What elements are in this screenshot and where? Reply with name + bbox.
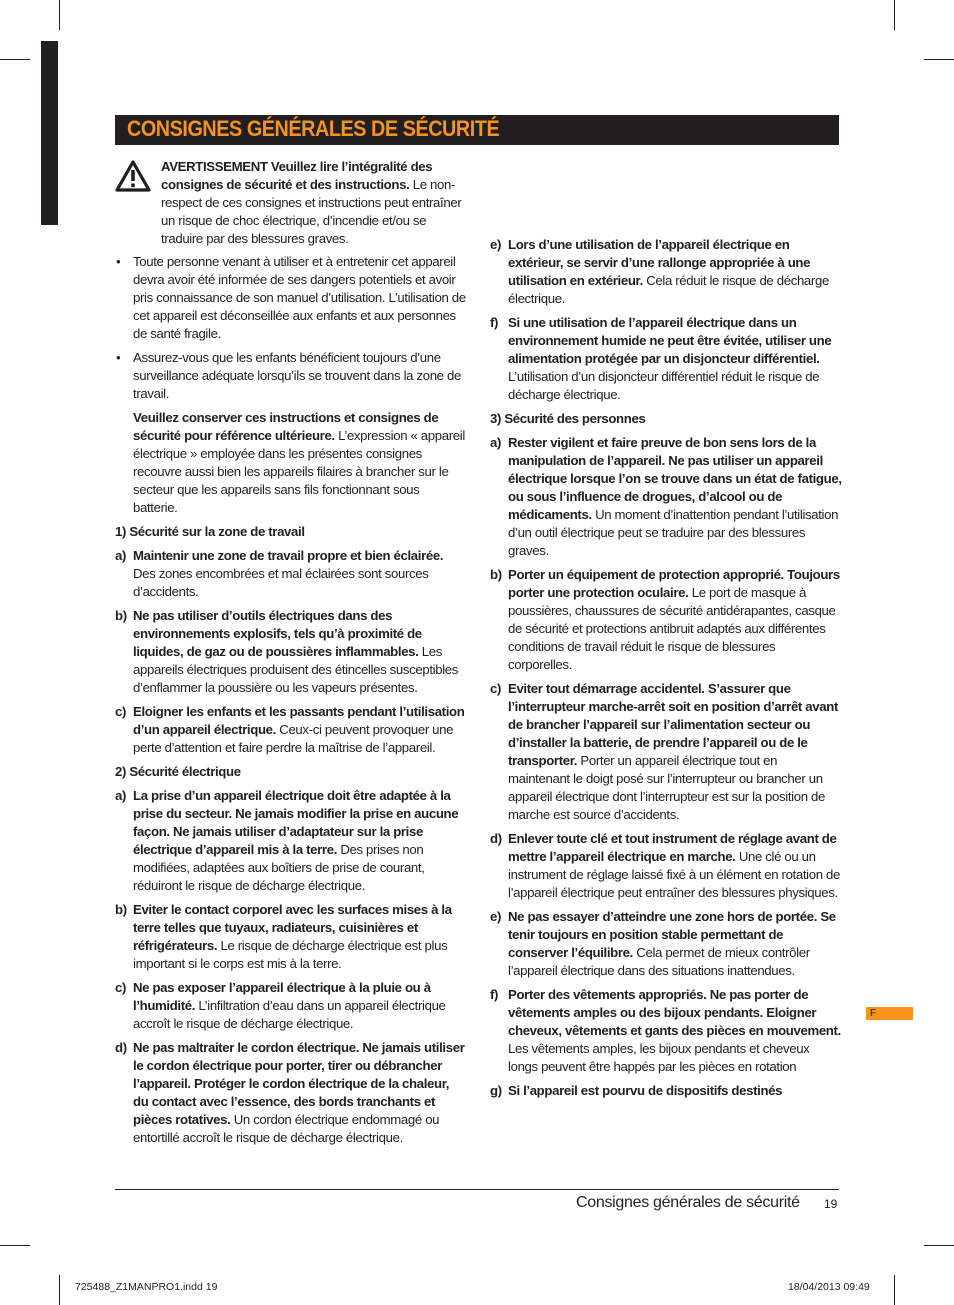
item-bold: Si une utilisation de l’appareil électrique dans un environnement humide ne peut être évitée, utiliser une alimentation protégée par un disjoncteur différentiel. — [508, 315, 832, 366]
item-marker: f) — [490, 987, 499, 1002]
bullet-text: Toute personne venant à utiliser et à entretenir cet appareil devra avoir été informée de ses dangers potentiels et avoir pris connaissance de son manuel d’utilisation. L’utilisation de cet appareil est déconseillée aux enfants et aux personnes de santé fragile. — [133, 254, 466, 341]
item-bold: Maintenir une zone de travail propre et bien éclairée. — [133, 548, 444, 563]
list-item — [115, 703, 467, 757]
list-item — [115, 607, 467, 697]
item-text: Ceux-ci peuvent provoquer une perte d’attention et faire perdre la maîtrise de l’appareil. — [133, 722, 454, 755]
item-marker: a) — [115, 788, 127, 803]
item-text: Le risque de décharge électrique est plus important si le corps est mis à la terre. — [133, 938, 448, 971]
footer-divider — [115, 1189, 839, 1190]
left-column — [115, 158, 467, 1153]
item-text: Les appareils électriques produisent des étincelles susceptibles d’enflammer la poussière ou les vapeurs présentes. — [133, 644, 459, 695]
item-bold: Eviter tout démarrage accidentel. S’assurer que l’interrupteur marche-arrêt soit en position d’arrêt avant de brancher l’appareil sur l’alimentation secteur ou d’installer la batterie, de prendre l’appareil ou de le transporter. — [508, 681, 838, 768]
list-item — [115, 979, 467, 1033]
crop-mark — [894, 0, 895, 30]
page-number: 19 — [824, 1197, 838, 1211]
language-tab — [866, 1007, 913, 1020]
item-text: Un cordon électrique endommagé ou entortillé accroît le risque de décharge électrique. — [133, 1112, 440, 1145]
crop-mark — [59, 0, 60, 30]
bullet-marker: • — [116, 350, 121, 365]
warning-text: Le non-respect de ces consignes et instructions peut entraîner un risque de choc électrique, d’incendie et/ou se traduire par des blessures graves. — [161, 177, 462, 246]
item-text: Porter un appareil électrique tout en maintenant le doigt posé sur l’interrupteur ou brancher un appareil électrique dont l’interrupteur est sur la position de marche est source d’accidents. — [508, 753, 825, 822]
item-text: Cela permet de mieux contrôler l’appareil électrique dans des situations inattendues. — [508, 945, 810, 978]
crop-mark — [924, 1245, 954, 1246]
item-text: Des zones encombrées et mal éclairées sont sources d’accidents. — [133, 566, 429, 599]
item-marker: a) — [490, 435, 502, 450]
list-item — [490, 908, 842, 980]
list-item — [490, 986, 842, 1076]
margin-bar — [41, 41, 58, 225]
item-text: Une clé ou un instrument de réglage laissé fixé à un élément en rotation de l’appareil électrique peut entraîner des blessures physiques. — [508, 849, 840, 900]
item-marker: a) — [115, 548, 127, 563]
item-marker: c) — [115, 704, 127, 719]
language-tab-label: F — [870, 1008, 877, 1019]
list-item — [490, 314, 842, 404]
bullet-text: Assurez-vous que les enfants bénéficient toujours d’une surveillance adéquate lorsqu’ils se trouvent dans la zone de travail. — [133, 350, 461, 401]
list-item — [115, 901, 467, 973]
list-item — [115, 547, 467, 601]
warning-triangle-icon — [115, 160, 151, 192]
item-bold: Ne pas exposer l’appareil électrique à la pluie ou à l’humidité. — [133, 980, 431, 1013]
item-text: Les vêtements amples, les bijoux pendants et cheveux longs peuvent être happés par les pièces en rotation — [508, 1041, 810, 1074]
item-bold: La prise d’un appareil électrique doit être adaptée à la prise du secteur. Ne jamais modifier la prise en aucune façon. Ne jamais utiliser d’adaptateur sur la prise électrique d’appareil mis à la terre. — [133, 788, 459, 857]
item-marker: c) — [490, 681, 502, 696]
retain-instructions — [115, 409, 467, 517]
bullet-marker: • — [116, 254, 121, 269]
print-slug-date: 18/04/2013 09:49 — [788, 1281, 870, 1293]
item-marker: b) — [115, 608, 127, 623]
section-heading: 2) Sécurité électrique — [115, 764, 241, 779]
list-item — [115, 787, 467, 895]
list-item — [490, 434, 842, 560]
page-title: CONSIGNES GÉNÉRALES DE SÉCURITÉ — [127, 116, 500, 141]
item-bold: Rester vigilent et faire preuve de bon sens lors de la manipulation de l’appareil. Ne pas utiliser un appareil électrique lorsque l’on se trouve dans un état de fatigue, ou sous l’influence de drogues, d’alcool ou de médicaments. — [508, 435, 842, 522]
item-bold: Enlever toute clé et tout instrument de réglage avant de mettre l’appareil électrique en marche. — [508, 831, 837, 864]
crop-mark — [59, 1275, 60, 1305]
warning-block — [115, 158, 467, 248]
list-item — [490, 1082, 842, 1100]
item-marker: f) — [490, 315, 499, 330]
item-text: Cela réduit le risque de décharge électrique. — [508, 273, 829, 306]
item-bold: Porter des vêtements appropriés. Ne pas porter de vêtements amples ou des bijoux pendants. Eloigner cheveux, vêtements et gants des pièces en mouvement. — [508, 987, 841, 1038]
item-text: Un moment d’inattention pendant l’utilisation d’un outil électrique peut se traduire par des blessures graves. — [508, 507, 839, 558]
footer-title: Consignes générales de sécurité — [576, 1194, 800, 1211]
item-marker: d) — [115, 1040, 127, 1055]
item-marker: e) — [490, 909, 502, 924]
item-bold: Si l’appareil est pourvu de dispositifs destinés — [508, 1083, 783, 1098]
item-marker: g) — [490, 1083, 502, 1098]
print-slug-file: 725488_Z1MANPRO1.indd 19 — [75, 1281, 218, 1293]
retain-text: L’expression « appareil électrique » employée dans les présentes consignes recouvre aussi bien les appareils filaires à brancher sur le secteur que les appareils sans fils fonctionnant sous batterie. — [133, 428, 465, 515]
crop-mark — [0, 1245, 30, 1246]
right-column — [490, 236, 842, 1106]
item-marker: c) — [115, 980, 127, 995]
section-title-bar — [115, 115, 839, 145]
item-bold: Porter un équipement de protection approprié. Toujours porter une protection oculaire. — [508, 567, 840, 600]
item-bold: Lors d’une utilisation de l’appareil électrique en extérieur, se servir d’une rallonge appropriée à une utilisation en extérieur. — [508, 237, 811, 288]
item-marker: b) — [490, 567, 502, 582]
section-heading: 1) Sécurité sur la zone de travail — [115, 524, 305, 539]
list-item — [115, 1039, 467, 1147]
item-marker: d) — [490, 831, 502, 846]
section-heading: 3) Sécurité des personnes — [490, 411, 646, 426]
item-text: L’infiltration d’eau dans un appareil électrique accroît le risque de décharge électrique. — [133, 998, 446, 1031]
item-text: Des prises non modifiées, adaptées aux boîtiers de prise de courant, réduiront le risque de décharge électrique. — [133, 842, 425, 893]
crop-mark — [0, 59, 30, 60]
item-bold: Eloigner les enfants et les passants pendant l’utilisation d’un appareil électrique. — [133, 704, 465, 737]
item-text: Le port de masque à poussières, chaussures de sécurité antidérapantes, casque de sécurité et protections antibruit adaptés aux différentes conditions de travail réduit le risque de blessures corporelles. — [508, 585, 836, 672]
list-item — [490, 830, 842, 902]
warning-label: AVERTISSEMENT Veuillez lire l’intégralité des consignes de sécurité et des instructions. — [161, 159, 433, 192]
item-text: L’utilisation d’un disjoncteur différentiel réduit le risque de décharge électrique. — [508, 369, 820, 402]
item-marker: e) — [490, 237, 502, 252]
item-marker: b) — [115, 902, 127, 917]
item-bold: Ne pas utiliser d’outils électriques dans des environnements explosifs, tels qu’à proximité de liquides, de gaz ou de poussières inflammables. — [133, 608, 422, 659]
list-item — [490, 566, 842, 674]
retain-bold: Veuillez conserver ces instructions et consignes de sécurité pour référence ultérieure. — [133, 410, 439, 443]
crop-mark — [894, 1275, 895, 1305]
list-item — [115, 349, 467, 403]
item-bold: Ne pas essayer d’atteindre une zone hors de portée. Se tenir toujours en position stable permettant de conserver l’équilibre. — [508, 909, 836, 960]
crop-mark — [924, 59, 954, 60]
list-item — [490, 236, 842, 308]
list-item — [490, 680, 842, 824]
item-bold: Eviter le contact corporel avec les surfaces mises à la terre telles que tuyaux, radiateurs, cuisinières et réfrigérateurs. — [133, 902, 452, 953]
item-bold: Ne pas maltraiter le cordon électrique. Ne jamais utiliser le cordon électrique pour porter, tirer ou débrancher l’appareil. Protéger le cordon électrique de la chaleur, du contact avec l’essence, des bords tranchants et pièces rotatives. — [133, 1040, 465, 1127]
list-item — [115, 253, 467, 343]
